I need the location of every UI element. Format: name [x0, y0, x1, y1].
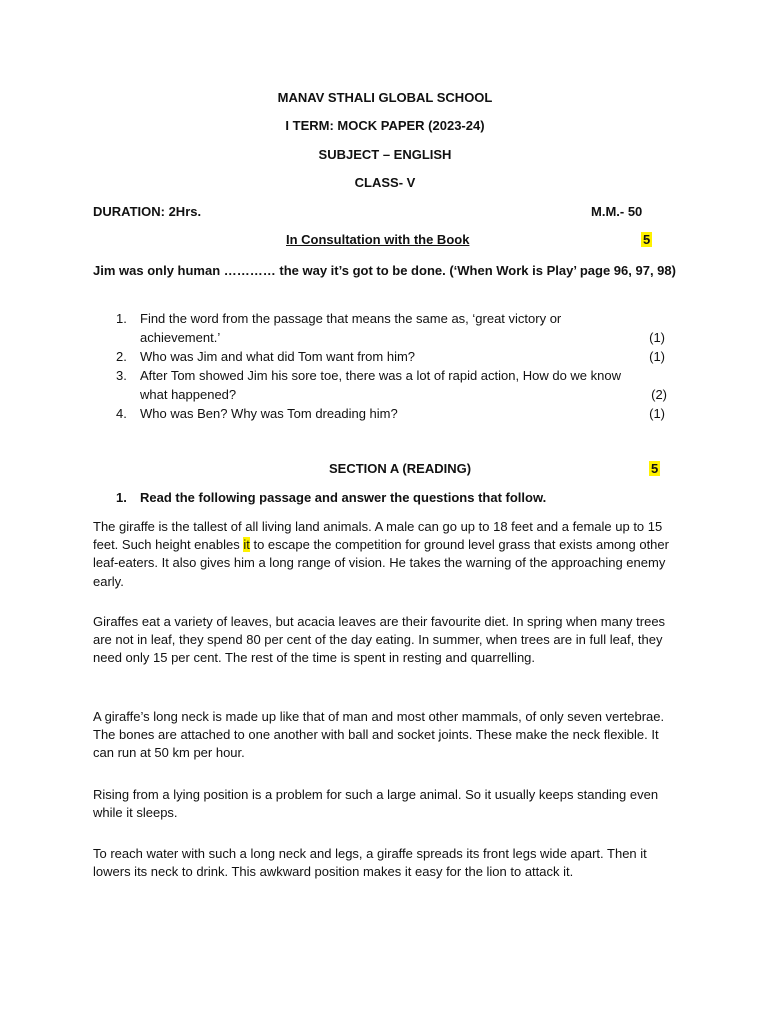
question-text: Find the word from the passage that means the same as, ‘great victory or — [140, 311, 562, 326]
question-marks: (1) — [649, 349, 665, 364]
section-a-marks: 5 — [651, 461, 659, 476]
school-name: MANAV STHALI GLOBAL SCHOOL — [277, 90, 493, 105]
term-title: I TERM: MOCK PAPER (2023-24) — [285, 118, 485, 133]
duration: DURATION: 2Hrs. — [93, 204, 202, 219]
question-3 — [116, 366, 676, 404]
passage-paragraph-2: Giraffes eat a variety of leaves, but acacia leaves are their favourite diet. In spring when many trees are not in leaf, they spend 80 per cent of the day eating. In summer, when trees are in full leaf, they need only 15 per cent. The rest of the time is spent in resting and quarrelling. — [93, 614, 666, 666]
section-a-instruction: Read the following passage and answer the questions that follow. — [140, 490, 547, 505]
section-a-marks-wrapper — [649, 461, 660, 476]
class-title: CLASS- V — [354, 175, 416, 190]
question-text: Who was Ben? Why was Tom dreading him? — [140, 406, 398, 421]
question-text: After Tom showed Jim his sore toe, there was a lot of rapid action, How do we know — [140, 368, 621, 383]
max-marks: M.M.- 50 — [591, 204, 643, 219]
passage-paragraph-1 — [93, 518, 678, 591]
passage-paragraph-4: Rising from a lying position is a problem for such a large animal. So it usually keeps standing even while it sleeps. — [93, 787, 659, 821]
passage-text: to escape the competition for ground level grass that exists among other leaf-eaters. It also gives him a long range of vision. He takes the warning of the approaching enemy early. — [93, 537, 669, 589]
section-a-title: SECTION A (READING) — [329, 461, 472, 476]
question-marks: (1) — [649, 330, 665, 345]
passage-paragraph-5: To reach water with such a long neck and legs, a giraffe spreads its front legs wide apart. Then it lowers its neck to drink. This awkward position makes it easy for the lion to attack it. — [93, 846, 647, 880]
question-marks: (1) — [649, 406, 665, 421]
book-section-marks-wrapper — [641, 232, 652, 247]
passage-text: The giraffe is the tallest of all living land animals. A male can go up to 18 feet and a female up to 15 feet. Such height enables — [93, 519, 663, 553]
subject-title: SUBJECT – ENGLISH — [318, 147, 452, 162]
highlighted-word: it — [243, 537, 250, 553]
question-text: Who was Jim and what did Tom want from him? — [140, 349, 416, 364]
question-number: 3. — [116, 368, 127, 383]
question-number: 4. — [116, 406, 127, 421]
question-4 — [116, 404, 676, 423]
question-text-cont: what happened? — [140, 387, 237, 402]
section-a-instruction-number: 1. — [116, 490, 127, 505]
question-2 — [116, 347, 676, 366]
book-section-title: In Consultation with the Book — [286, 232, 470, 247]
question-text-cont: achievement.’ — [140, 330, 221, 345]
book-section-marks: 5 — [643, 232, 651, 247]
passage-paragraph-3: A giraffe’s long neck is made up like that of man and most other mammals, of only seven vertebrae. The bones are attached to one another with ball and socket joints. These make the neck flexible. It can run at 50 km per hour. — [93, 709, 665, 761]
question-number: 1. — [116, 311, 127, 326]
question-marks: (2) — [651, 387, 667, 402]
book-section-intro: Jim was only human ………… the way it’s got to be done. (‘When Work is Play’ page 96, 97, 98) — [93, 263, 676, 278]
question-number: 2. — [116, 349, 127, 364]
question-1 — [116, 309, 676, 347]
